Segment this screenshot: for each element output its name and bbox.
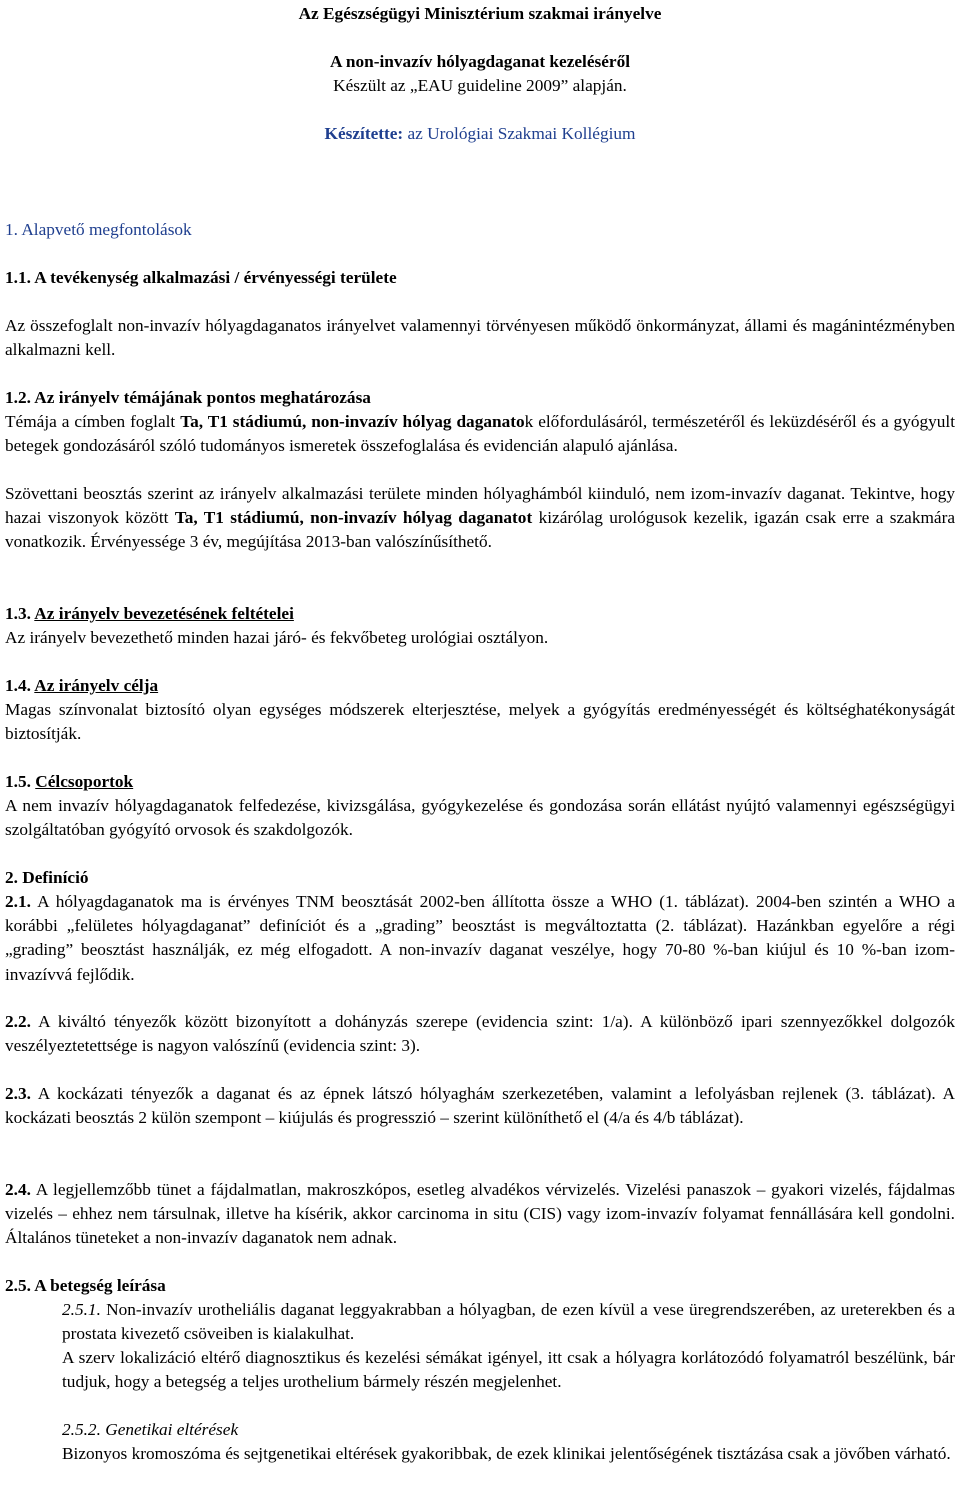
section-2-1-text: 2.1. A hólyagdaganatok ma is érvényes TNM beosztását 2002-ben állította össze a WHO (1. táblázat). 2004-ben szintén a WHO a korábbi „felületes hólyagdaganat” definíciót és a „grading” beosztást is megváltoztatta (2. táblázat). Hazánkban egyelőre a régi „grading” beosztást használják, ez még elfogadott. A non-invazív daganat veszélye, hogy 70-80 %-ban kiújul és 10 %-ban izom-invazívvá fejlődik. bbox=[5, 892, 955, 984]
author-label: Készítette: bbox=[324, 124, 404, 143]
section-1-1-text: Az összefoglalt non-invazív hólyagdaganatos irányelvet valamennyi törvényesen működő önkormányzat, állami és magánintézményben alkalmazni kell. bbox=[5, 316, 955, 360]
section-2-5-heading: 2.5. A betegség leírása bbox=[5, 1276, 166, 1295]
section-2-5-2-heading: 2.5.2. Genetikai eltérések bbox=[62, 1420, 239, 1439]
document-title: A non-invazív hólyagdaganat kezeléséről bbox=[329, 52, 631, 71]
section-2-5-2-text: Bizonyos kromoszóma és sejtgenetikai eltérések gyakoribbak, de ezek klinikai jelentőségének tisztázása csak a jövőben várható. bbox=[62, 1444, 951, 1463]
based-on-line: Készült az „EAU guideline 2009” alapján. bbox=[333, 76, 627, 95]
section-1-2-paragraph-1: Témája a címben foglalt Ta, T1 stádiumú, non-invazív hólyag daganatok előfordulásáról, természetéről és leküzdéséről és a gyógyult betegek gondozásáról szóló tudományos ismeretek összefoglalása és evidencián alapuló ajánlása. bbox=[5, 412, 956, 456]
author-line bbox=[0, 122, 960, 146]
section-1-1-heading: 1.1. A tevékenység alkalmazási / érvényességi területe bbox=[5, 268, 397, 287]
ministry-heading: Az Egészségügyi Minisztérium szakmai irányelve bbox=[298, 4, 662, 23]
section-2-4-text: 2.4. A legjellemzőbb tünet a fájdalmatlan, makroszkópos, esetleg alvadékos vérvizelés. Vizelési panaszok – gyakori vizelés, fájdalmas vizelés – ehhez nem társulnak, illetve ha kísérik, akkor carcinoma in situ (CIS) vagy izom-invazív folyamat fennállására kell gondolni. Általános tüneteket a non-invazív daganatok nem adnak. bbox=[5, 1180, 955, 1248]
section-1-3-heading: 1.3. Az irányelv bevezetésének feltételei bbox=[5, 604, 294, 623]
section-1-4-text: Magas színvonalat biztosító olyan egységes módszerek elterjesztése, melyek a gyógyítás eredményességét és költséghatékonyságát biztosítják. bbox=[5, 700, 955, 744]
author-value: az Urológiai Szakmai Kollégium bbox=[407, 124, 636, 143]
section-1-5-heading: 1.5. Célcsoportok bbox=[5, 772, 134, 791]
section-2-heading: 2. Definíció bbox=[5, 868, 89, 887]
section-2-5-1-text: 2.5.1. Non-invazív urotheliális daganat leggyakrabban a hólyagban, de ezen kívül a vese üregrendszerében, az ureterekben és a prostata kivezető csöveiben is kialakulhat. bbox=[62, 1300, 955, 1344]
section-1-4-heading: 1.4. Az irányelv célja bbox=[5, 676, 159, 695]
section-1-2-heading: 1.2. Az irányelv témájának pontos meghatározása bbox=[5, 388, 371, 407]
section-1-2-paragraph-2: Szövettani beosztás szerint az irányelv alkalmazási területe minden hólyaghámból kiinduló, nem izom-invazív daganat. Tekintve, hogy hazai viszonyok között Ta, T1 stádiumú, non-invazív hólyag daganatot kizárólag urológusok kezelik, igazán csak erre a szakmára vonatkozik. Érvényessége 3 év, megújítása 2013-ban valószínűsíthető. bbox=[5, 484, 955, 552]
section-2-5-1-text-2: A szerv lokalizáció eltérő diagnosztikus és kezelési sémákat igényel, itt csak a hólyagra korlátozódó folyamatról beszélünk, bár tudjuk, hogy a betegség a teljes urothelium bármely részén megjelenhet. bbox=[62, 1348, 955, 1392]
section-1-5-text: A nem invazív hólyagdaganatok felfedezése, kivizsgálása, gyógykezelése és gondozása során ellátást nyújtó valamennyi egészségügyi szolgáltatóban gyógyító orvosok és szakdolgozók. bbox=[5, 796, 955, 840]
section-2-3-text: 2.3. A kockázati tényezők a daganat és az épnek látszó hólyagháм szerkezetében, valamint a lefolyásban rejlenek (3. táblázat). A kockázati beosztás 2 külön szempont – kiújulás és progresszió – szerint különíthető el (4/a és 4/b táblázat). bbox=[5, 1084, 955, 1128]
section-1-heading: 1. Alapvető megfontolások bbox=[5, 220, 192, 239]
section-2-2-text: 2.2. A kiváltó tényezők között bizonyított a dohányzás szerepe (evidencia szint: 1/a). A különböző ipari szennyezőkkel dolgozók veszélyeztetettsége is nagyon valószínű (evidencia szint: 3). bbox=[5, 1012, 955, 1056]
section-1-3-text: Az irányelv bevezethető minden hazai járó- és fekvőbeteg urológiai osztályon. bbox=[5, 628, 549, 647]
